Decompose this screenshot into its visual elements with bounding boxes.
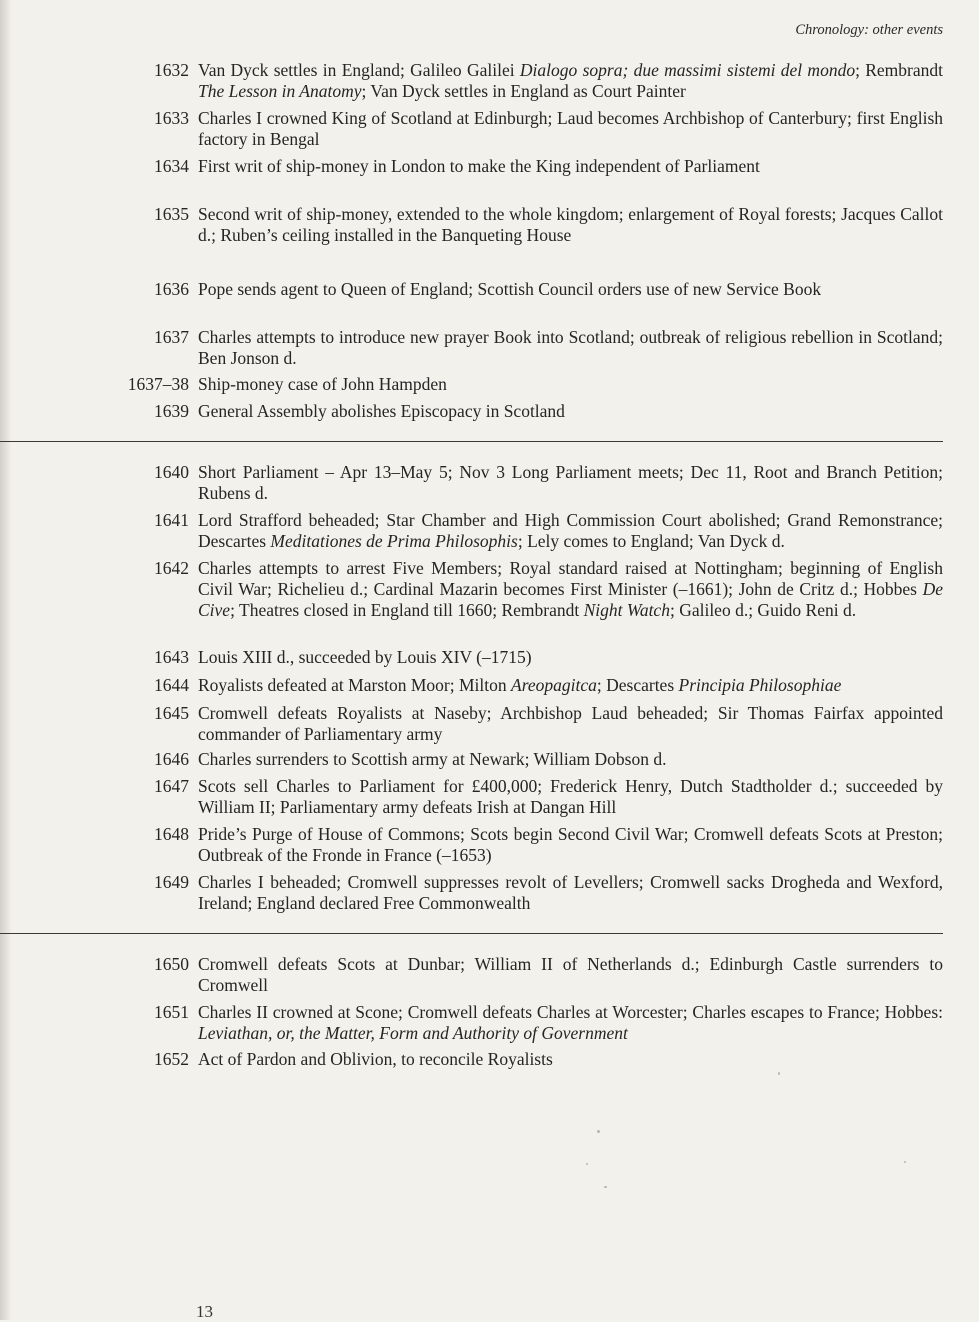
- entry-text-segment: ; Theatres closed in England till 1660; Rembrandt: [230, 600, 584, 620]
- entry-title-italic: Dialogo sopra; due massimi sistemi del mondo: [519, 60, 856, 80]
- entry-text-segment: Pride’s Purge of House of Commons; Scots begin Second Civil War; Cromwell defeats Scots at Preston; Outbreak of the Fronde in France (–1653): [198, 824, 943, 865]
- entry-text: [198, 776, 943, 818]
- entry-year: 1636: [154, 279, 189, 299]
- entry-text-segment: Cromwell defeats Scots at Dunbar; William II of Netherlands d.; Edinburgh Castle surrenders to Cromwell: [198, 954, 943, 995]
- page-number: 13: [196, 1302, 213, 1321]
- entry-text-segment: Second writ of ship-money, extended to the whole kingdom; enlargement of Royal forests; Jacques Callot d.; Ruben’s ceiling installed in the Banqueting House: [198, 204, 943, 245]
- entry-text: [198, 824, 943, 866]
- entry-text: [198, 462, 943, 504]
- entry-text-segment: Lord Strafford beheaded; Star Chamber and High Commission Court abolished; Grand Remonstrance; Descartes: [198, 510, 943, 551]
- entry-title-italic: Meditationes de Prima Philosophis: [270, 531, 518, 551]
- entry-year: 1644: [154, 675, 189, 695]
- entry-text: [198, 510, 943, 552]
- entry-text-segment: Act of Pardon and Oblivion, to reconcile Royalists: [198, 1049, 553, 1069]
- entry-text-segment: ; Van Dyck settles in England as Court Painter: [361, 81, 686, 101]
- entry-text: [198, 749, 943, 770]
- entry-year: 1649: [154, 872, 189, 892]
- entry-text-segment: Van Dyck settles in England; Galileo Galilei: [198, 60, 520, 80]
- entry-year: 1635: [154, 204, 189, 224]
- entry-year: 1652: [154, 1049, 189, 1069]
- paper-speck: [604, 1186, 607, 1188]
- entry-text: [198, 954, 943, 996]
- entry-text: [198, 156, 943, 177]
- entry-text-segment: Cromwell defeats Royalists at Naseby; Archbishop Laud beheaded; Sir Thomas Fairfax appointed commander of Parliamentary army: [198, 703, 943, 744]
- entry-text: [198, 374, 943, 395]
- entry-year: 1640: [154, 462, 189, 482]
- paper-speck: [778, 1072, 780, 1075]
- entry-title-italic: Leviathan, or, the Matter, Form and Authority of Government: [198, 1023, 628, 1043]
- entry-text: [198, 108, 943, 150]
- section-divider: [0, 441, 943, 442]
- entry-text-segment: Charles II crowned at Scone; Cromwell defeats Charles at Worcester; Charles escapes to France; Hobbes:: [198, 1002, 943, 1022]
- entry-text-segment: Charles I beheaded; Cromwell suppresses revolt of Levellers; Cromwell sacks Drogheda and Wexford, Ireland; England declared Free Commonwealth: [198, 872, 943, 913]
- entry-text: [198, 327, 943, 369]
- entry-text: [198, 872, 943, 914]
- entry-title-italic: Night Watch: [583, 600, 670, 620]
- page-edge-shadow: [0, 0, 12, 1320]
- paper-speck: [904, 1161, 906, 1163]
- section-divider: [0, 933, 943, 934]
- entry-text: [198, 703, 943, 745]
- entry-text-segment: Charles attempts to arrest Five Members; Royal standard raised at Nottingham; beginning of English Civil War; Richelieu d.; Cardinal Mazarin becomes First Minister (–1661); John de Critz d.; Hobbes: [198, 558, 943, 599]
- paper-speck: [586, 1163, 588, 1165]
- entry-text-segment: General Assembly abolishes Episcopacy in Scotland: [198, 401, 565, 421]
- entry-text-segment: First writ of ship-money in London to make the King independent of Parliament: [198, 156, 760, 176]
- entry-year: 1647: [154, 776, 189, 796]
- entry-text-segment: Royalists defeated at Marston Moor; Milton: [198, 675, 512, 695]
- entry-year: 1651: [154, 1002, 189, 1022]
- entry-title-italic: Areopagitca: [511, 675, 597, 695]
- entry-text: [198, 1002, 943, 1044]
- entry-text-segment: Louis XIII d., succeeded by Louis XIV (–1715): [198, 647, 532, 667]
- entry-title-italic: De Cive: [198, 579, 943, 620]
- running-head: Chronology: other events: [795, 22, 943, 38]
- entry-year: 1641: [154, 510, 189, 530]
- entry-year: 1643: [154, 647, 189, 667]
- entry-year: 1646: [154, 749, 189, 769]
- entry-text-segment: ; Galileo d.; Guido Reni d.: [669, 600, 857, 620]
- entry-text-segment: ; Lely comes to England; Van Dyck d.: [517, 531, 785, 551]
- entry-year: 1634: [154, 156, 189, 176]
- entry-text: [198, 60, 943, 102]
- entry-year: 1632: [154, 60, 189, 80]
- entry-year: 1648: [154, 824, 189, 844]
- entry-year: 1650: [154, 954, 189, 974]
- entry-text-segment: ; Descartes: [596, 675, 679, 695]
- entry-text: [198, 675, 943, 696]
- entry-year: 1642: [154, 558, 189, 578]
- entry-year: 1633: [154, 108, 189, 128]
- entry-text: [198, 204, 943, 246]
- entry-year: 1637: [154, 327, 189, 347]
- entry-year: 1645: [154, 703, 189, 723]
- entry-text: [198, 401, 943, 422]
- entry-text: [198, 1049, 943, 1070]
- entry-text-segment: Scots sell Charles to Parliament for £400,000; Frederick Henry, Dutch Stadtholder d.; succeeded by William II; Parliamentary army defeats Irish at Dangan Hill: [198, 776, 943, 817]
- entry-year: 1637–38: [127, 374, 189, 394]
- entry-text-segment: Ship-money case of John Hampden: [198, 374, 447, 394]
- entry-text-segment: Pope sends agent to Queen of England; Scottish Council orders use of new Service Book: [198, 279, 822, 299]
- entry-text-segment: ; Rembrandt: [855, 60, 944, 80]
- entry-text-segment: Short Parliament – Apr 13–May 5; Nov 3 Long Parliament meets; Dec 11, Root and Branch Petition; Rubens d.: [198, 462, 943, 503]
- entry-text-segment: Charles I crowned King of Scotland at Edinburgh; Laud becomes Archbishop of Canterbury; first English factory in Bengal: [198, 108, 943, 149]
- entry-title-italic: The Lesson in Anatomy: [198, 81, 362, 101]
- entry-text-segment: Charles surrenders to Scottish army at Newark; William Dobson d.: [198, 749, 667, 769]
- entry-text-segment: Charles attempts to introduce new prayer Book into Scotland; outbreak of religious rebellion in Scotland; Ben Jonson d.: [198, 327, 943, 368]
- paper-speck: [597, 1130, 600, 1133]
- entry-text: [198, 647, 943, 668]
- entry-title-italic: Principia Philosophiae: [678, 675, 842, 695]
- entry-text: [198, 279, 943, 300]
- entry-year: 1639: [154, 401, 189, 421]
- entry-text: [198, 558, 943, 621]
